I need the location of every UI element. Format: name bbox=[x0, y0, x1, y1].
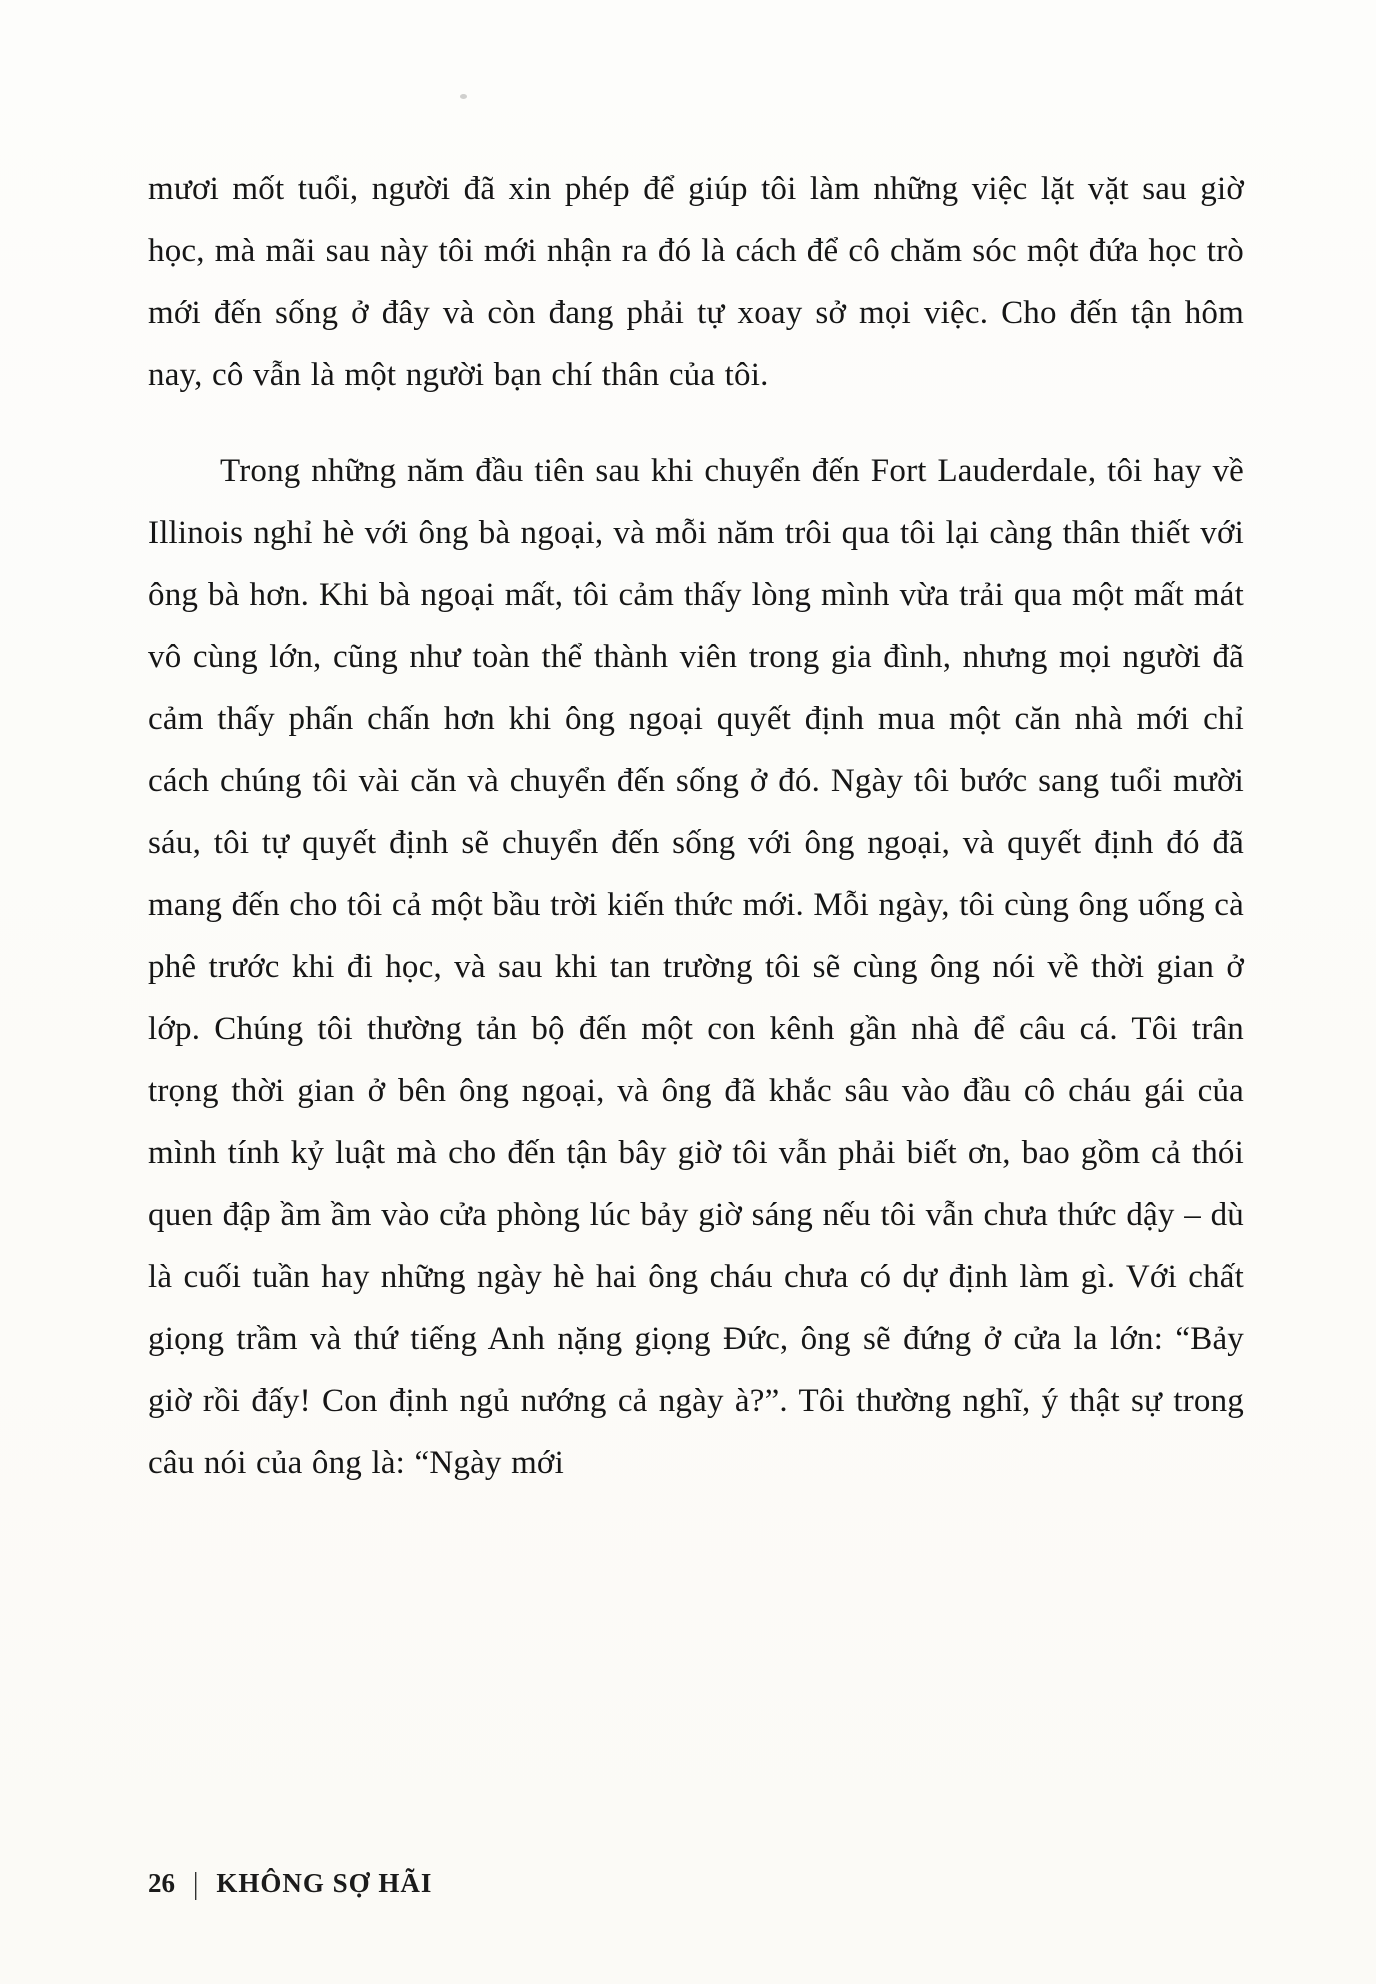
page-footer bbox=[148, 1865, 433, 1901]
paragraph-continuation: mươi mốt tuổi, người đã xin phép để giúp tôi làm những việc lặt vặt sau giờ học, mà mãi sau này tôi mới nhận ra đó là cách để cô chăm sóc một đứa học trò mới đến sống ở đây và còn đang phải tự xoay sở mọi việc. Cho đến tận hôm nay, cô vẫn là một người bạn chí thân của tôi. bbox=[148, 171, 1244, 393]
body-text bbox=[148, 158, 1244, 1494]
footer-separator: | bbox=[193, 1865, 199, 1901]
paragraph-main: Trong những năm đầu tiên sau khi chuyển đến Fort Lauderdale, tôi hay về Illinois nghỉ hè với ông bà ngoại, và mỗi năm trôi qua tôi lại càng thân thiết với ông bà hơn. Khi bà ngoại mất, tôi cảm thấy lòng mình vừa trải qua một mất mát vô cùng lớn, cũng như toàn thể thành viên trong gia đình, nhưng mọi người đã cảm thấy phấn chấn hơn khi ông ngoại quyết định mua một căn nhà mới chỉ cách chúng tôi vài căn và chuyển đến sống ở đó. Ngày tôi bước sang tuổi mười sáu, tôi tự quyết định sẽ chuyển đến sống với ông ngoại, và quyết định đó đã mang đến cho tôi cả một bầu trời kiến thức mới. Mỗi ngày, tôi cùng ông uống cà phê trước khi đi học, và sau khi tan trường tôi sẽ cùng ông nói về thời gian ở lớp. Chúng tôi thường tản bộ đến một con kênh gần nhà để câu cá. Tôi trân trọng thời gian ở bên ông ngoại, và ông đã khắc sâu vào đầu cô cháu gái của mình tính kỷ luật mà cho đến tận bây giờ tôi vẫn phải biết ơn, bao gồm cả thói quen đập ầm ầm vào cửa phòng lúc bảy giờ sáng nếu tôi vẫn chưa thức dậy – dù là cuối tuần hay những ngày hè hai ông cháu chưa có dự định làm gì. Với chất giọng trầm và thứ tiếng Anh nặng giọng Đức, ông sẽ đứng ở cửa la lớn: “Bảy giờ rồi đấy! Con định ngủ nướng cả ngày à?”. Tôi thường nghĩ, ý thật sự trong câu nói của ông là: “Ngày mới bbox=[148, 453, 1244, 1481]
book-title: KHÔNG SỢ HÃI bbox=[216, 1868, 433, 1898]
page-number: 26 bbox=[148, 1868, 175, 1898]
scan-artifact-dot bbox=[460, 94, 467, 99]
